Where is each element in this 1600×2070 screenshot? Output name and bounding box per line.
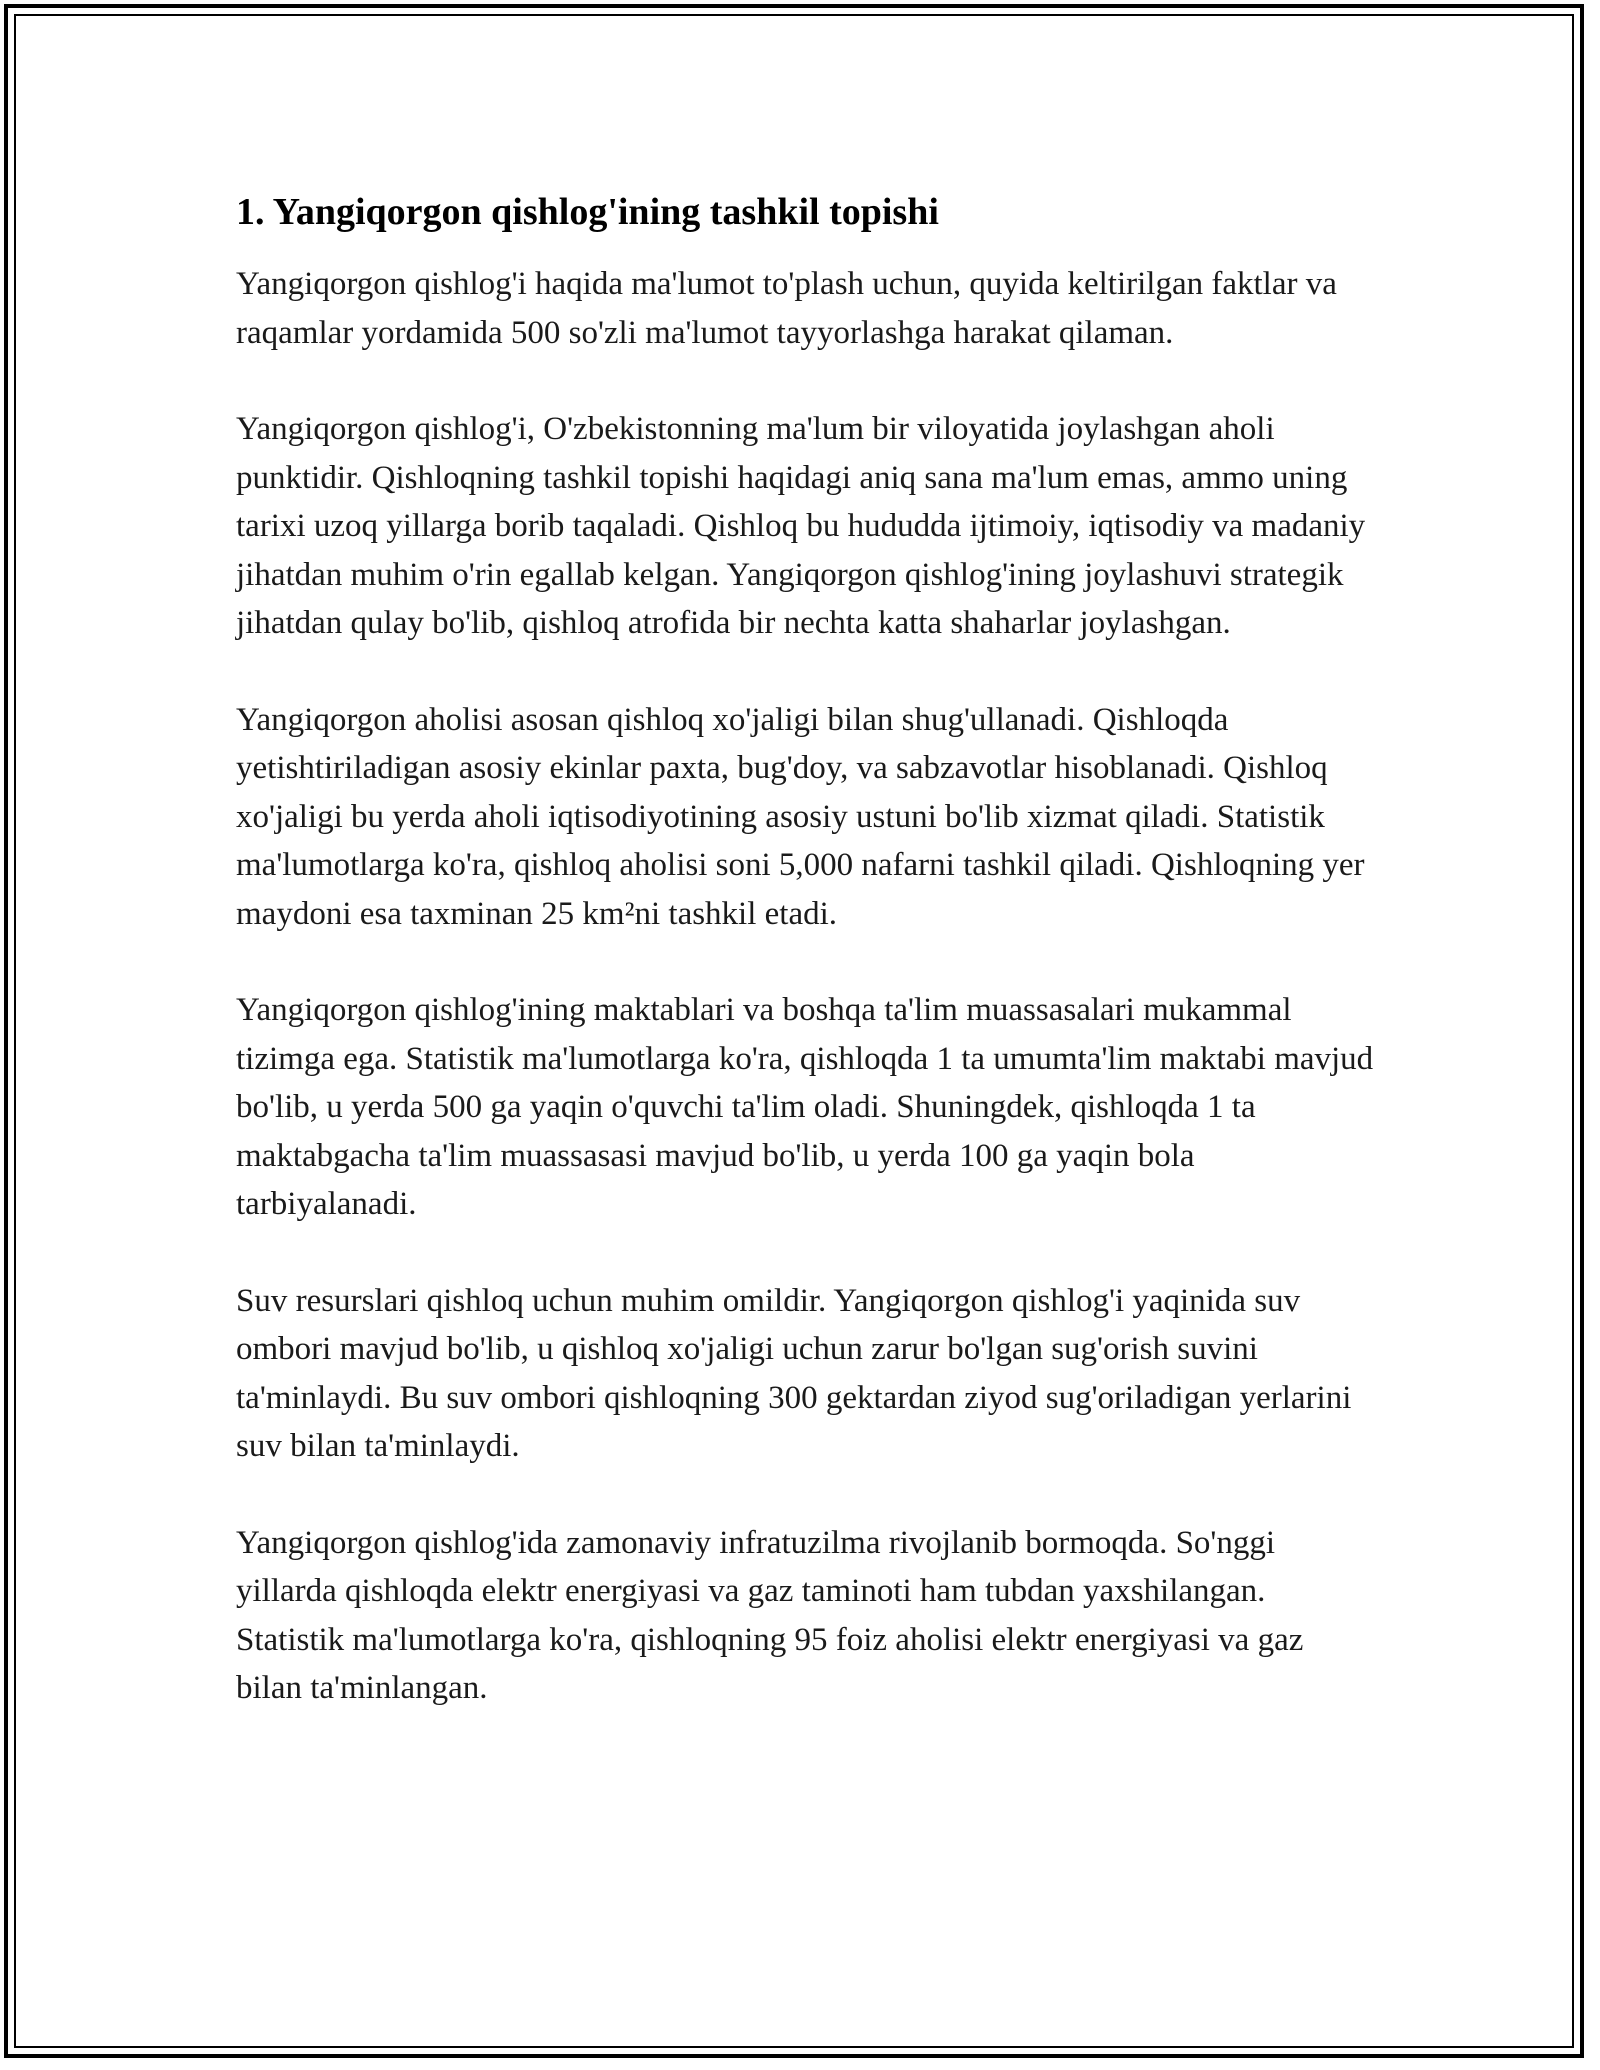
paragraph-water: Suv resurslari qishloq uchun muhim omildir. Yangiqorgon qishlog'i yaqinida suv ombori mavjud bo'lib, u qishloq xo'jaligi uchun zarur bo'lgan sug'orish suvini ta'minlaydi. Bu suv ombori qishloqning 300 gektardan ziyod sug'oriladigan yerlarini suv bilan ta'minlaydi. bbox=[236, 1282, 1352, 1464]
paragraph-agriculture: Yangiqorgon aholisi asosan qishloq xo'jaligi bilan shug'ullanadi. Qishloqda yetishtiriladigan asosiy ekinlar paxta, bug'doy, va sabzavotlar hisoblanadi. Qishloq xo'jaligi bu yerda aholi iqtisodiyotining asosiy ustuni bo'lib xizmat qiladi. Statistik ma'lumotlarga ko'ra, qishloq aholisi soni 5,000 nafarni tashkil qiladi. Qishloqning yer maydoni esa taxminan 25 km²ni tashkil etadi. bbox=[236, 701, 1365, 932]
paragraph-infrastructure: Yangiqorgon qishlog'ida zamonaviy infratuzilma rivojlanib bormoqda. So'nggi yillarda qishloqda elektr energiyasi va gaz taminoti ham tubdan yaxshilangan. Statistik ma'lumotlarga ko'ra, qishloqning 95 foiz aholisi elektr energiyasi va gaz bilan ta'minlangan. bbox=[236, 1524, 1304, 1706]
paragraph-location: Yangiqorgon qishlog'i, O'zbekistonning ma'lum bir viloyatida joylashgan aholi punktidir. Qishloqning tashkil topishi haqidagi aniq sana ma'lum emas, ammo uning tarixi uzoq yillarga borib taqaladi. Qishloq bu hududda ijtimoiy, iqtisodiy va madaniy jihatdan muhim o'rin egallab kelgan. Yangiqorgon qishlog'ining joylashuvi strategik jihatdan qulay bo'lib, qishloq atrofida bir nechta katta shaharlar joylashgan. bbox=[236, 411, 1366, 641]
paragraph-education: Yangiqorgon qishlog'ining maktablari va boshqa ta'lim muassasalari mukammal tizimga ega. Statistik ma'lumotlarga ko'ra, qishloqda 1 ta umumta'lim maktabi mavjud bo'lib, u yerda 500 ga yaqin o'quvchi ta'lim oladi. Shuningdek, qishloqda 1 ta maktabgacha ta'lim muassasasi mavjud bo'lib, u yerda 100 ga yaqin bola tarbiyalanadi. bbox=[236, 992, 1374, 1222]
document-body bbox=[236, 186, 1376, 1761]
document-title: 1. Yangiqorgon qishlog'ining tashkil topishi bbox=[236, 191, 939, 233]
paragraph-intro: Yangiqorgon qishlog'i haqida ma'lumot to'plash uchun, quyida keltirilgan faktlar va raqamlar yordamida 500 so'zli ma'lumot tayyorlashga harakat qilaman. bbox=[236, 266, 1337, 351]
